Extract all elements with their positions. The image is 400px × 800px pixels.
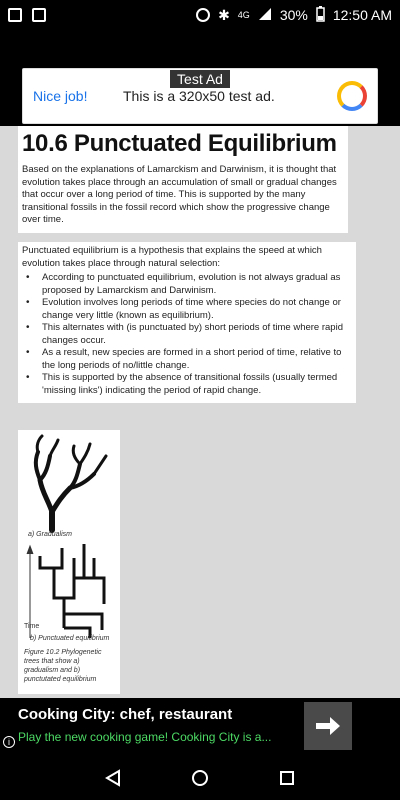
- screenshot-icon: [32, 8, 46, 22]
- recents-icon: [279, 770, 295, 786]
- bullet-list: [22, 272, 352, 397]
- back-icon: [105, 769, 121, 787]
- ad-title: Cooking City: chef, restaurant: [18, 706, 233, 723]
- section-intro: Punctuated equilibrium is a hypothesis that explains the speed at which evolution takes place through natural selection:: [22, 245, 322, 269]
- time-axis-label: Time: [24, 623, 40, 630]
- figure-caption: Figure 10.2 Phylogenetic trees that show a) gradualism and b) punctutated equilibrium: [24, 649, 102, 683]
- ad-text: This is a 320x50 test ad.: [123, 88, 275, 104]
- bullet-item: • This alternates with (is punctuated by) short periods of time where rapid changes occur.: [22, 322, 352, 347]
- figure-panel: [18, 430, 120, 694]
- bullet-item: • As a result, new species are formed in a short period of time, relative to the long periods of no/little change.: [22, 347, 352, 372]
- clock: 12:50 AM: [332, 7, 392, 23]
- bullet-item: • This is supported by the absence of transitional fossils (usually termed 'missing links') indicating the period of rapid change.: [22, 372, 352, 397]
- home-icon: [191, 769, 209, 787]
- ad-nice-text: Nice job!: [33, 88, 88, 104]
- battery-icon: [316, 6, 325, 25]
- recents-button[interactable]: [277, 768, 297, 788]
- bottom-ad-banner[interactable]: [0, 698, 400, 756]
- home-button[interactable]: [190, 768, 210, 788]
- page-title: 10.6 Punctuated Equilibrium: [22, 130, 337, 157]
- ad-logo-icon: [337, 81, 367, 111]
- gallery-icon: [8, 8, 22, 22]
- network-type: 4G: [237, 10, 250, 20]
- page-section-2: [18, 242, 356, 403]
- status-right: [196, 6, 392, 25]
- bluetooth-icon: ✱: [218, 6, 230, 23]
- status-bar: [0, 0, 400, 30]
- signal-icon: [258, 7, 272, 24]
- punctuated-tree-image: [18, 538, 118, 648]
- punctuated-label: b) Punctuated equilibrium: [30, 635, 110, 642]
- gradualism-tree-image: [18, 430, 118, 534]
- status-left: [8, 8, 46, 22]
- bullet-item: • Evolution involves long periods of time where species do not change or change very little (known as equilibrium).: [22, 297, 352, 322]
- top-ad-area: [0, 30, 400, 126]
- ad-description: Play the new cooking game! Cooking City is a...: [18, 730, 272, 744]
- test-ad-label: Test Ad: [170, 70, 230, 88]
- arrow-right-icon: [314, 714, 342, 738]
- hotspot-icon: [196, 8, 210, 22]
- battery-percent: 30%: [279, 7, 308, 23]
- document-viewer[interactable]: [0, 126, 400, 698]
- ad-open-button[interactable]: [304, 702, 352, 750]
- back-button[interactable]: [103, 768, 123, 788]
- intro-paragraph: Based on the explanations of Lamarckism and Darwinism, it is thought that evolution takes place through an accumulation of small or gradual changes that occur over a long period of time. This is supported by the many transitional fossils in the fossil record which show the progressive change over time.: [22, 164, 337, 225]
- navigation-bar: [0, 756, 400, 800]
- ad-info-icon[interactable]: i: [3, 736, 15, 748]
- page-section-1: [18, 126, 348, 233]
- gradualism-label: a) Gradualism: [28, 531, 72, 538]
- bullet-item: • According to punctuated equilibrium, evolution is not always gradual as proposed by Lamarckism and Darwinism.: [22, 272, 352, 297]
